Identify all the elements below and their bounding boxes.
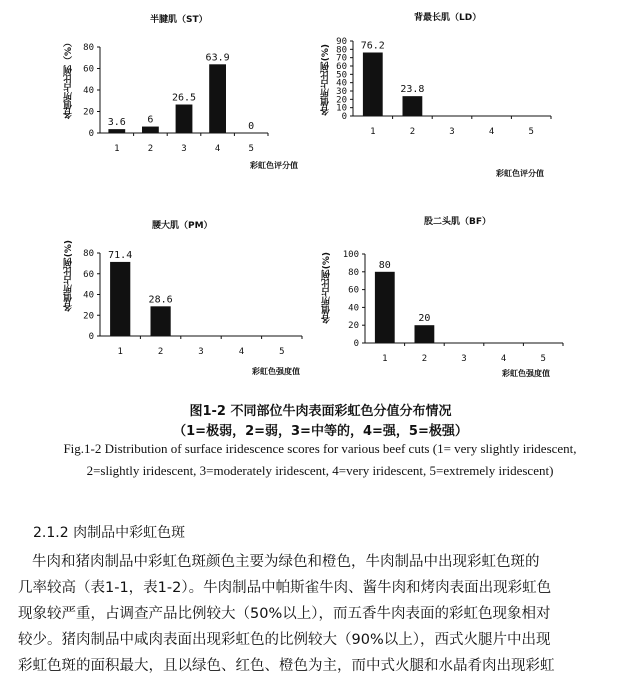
y-tick-label: 40 bbox=[83, 290, 94, 301]
chart-title: 腰大肌（PM） bbox=[152, 221, 213, 231]
y-tick-label: 100 bbox=[342, 250, 359, 260]
x-axis-label: 彩虹色强度值 bbox=[502, 369, 550, 378]
bar bbox=[176, 105, 193, 133]
y-tick-label: 0 bbox=[88, 129, 94, 139]
x-tick-label: 2 bbox=[147, 144, 154, 154]
data-label: 3.6 bbox=[107, 117, 126, 129]
x-tick-label: 1 bbox=[370, 127, 376, 137]
data-label: 20 bbox=[418, 313, 431, 325]
chart-st bbox=[0, 0, 320, 190]
data-label: 0 bbox=[248, 121, 255, 132]
x-tick-label: 2 bbox=[157, 347, 164, 357]
y-tick-label: 20 bbox=[336, 95, 347, 106]
y-tick-label: 30 bbox=[336, 87, 347, 97]
bar bbox=[363, 53, 383, 117]
y-tick-label: 20 bbox=[83, 107, 94, 118]
figure-caption-cn: 图1-2 不同部位牛肉表面彩虹色分值分布情况 bbox=[189, 404, 452, 419]
y-tick-label: 50 bbox=[336, 70, 347, 81]
chart-ld bbox=[320, 0, 641, 190]
y-tick-label: 80 bbox=[83, 249, 94, 259]
y-tick-label: 90 bbox=[336, 37, 347, 47]
chart-title: 半腱肌（ST） bbox=[150, 15, 208, 25]
y-tick-label: 40 bbox=[348, 303, 359, 314]
chart-title: 股二头肌（BF） bbox=[424, 217, 492, 227]
data-label: 71.4 bbox=[108, 249, 133, 261]
paragraph-line: 牛肉和猪肉制品中彩虹色斑颜色主要为绿色和橙色，牛肉制品中出现彩虹色斑的 bbox=[32, 554, 540, 570]
x-tick-label: 4 bbox=[488, 127, 495, 137]
chart-title: 背最长肌（LD） bbox=[414, 13, 482, 23]
data-label: 76.2 bbox=[360, 40, 385, 52]
y-tick-label: 60 bbox=[348, 285, 359, 296]
x-tick-label: 3 bbox=[198, 347, 204, 357]
y-axis-label: 各值所占比例(%) bbox=[322, 252, 332, 324]
y-axis-label: 各值所占比例(%) bbox=[64, 240, 74, 312]
y-tick-label: 40 bbox=[336, 78, 347, 89]
data-label: 26.5 bbox=[171, 92, 197, 104]
x-tick-label: 2 bbox=[421, 354, 428, 364]
y-tick-label: 0 bbox=[353, 339, 359, 349]
y-tick-label: 40 bbox=[83, 86, 94, 96]
y-tick-label: 80 bbox=[336, 45, 347, 56]
y-tick-label: 20 bbox=[348, 321, 359, 332]
x-tick-label: 3 bbox=[461, 354, 467, 364]
x-tick-label: 5 bbox=[279, 347, 285, 357]
section-heading: 2.1.2 肉制品中彩虹色斑 bbox=[33, 525, 186, 541]
x-tick-label: 4 bbox=[500, 354, 507, 364]
y-tick-label: 0 bbox=[341, 112, 347, 122]
x-tick-label: 4 bbox=[214, 144, 221, 154]
x-tick-label: 1 bbox=[114, 144, 120, 154]
data-label: 23.8 bbox=[400, 84, 425, 96]
bar bbox=[375, 272, 395, 343]
paragraph-line: 几率较高（表1-1，表1-2）。牛肉制品中帕斯雀牛肉、酱牛肉和烤肉表面出现彩虹色 bbox=[18, 580, 552, 596]
figure-caption-cn-sub: （1=极弱，2=弱，3=中等的，4=强，5=极强） bbox=[173, 424, 468, 439]
data-label: 6 bbox=[147, 114, 154, 126]
x-tick-label: 5 bbox=[528, 127, 534, 137]
x-tick-label: 2 bbox=[409, 127, 416, 137]
x-axis-label: 彩虹色评分值 bbox=[496, 169, 544, 178]
bar bbox=[151, 306, 171, 336]
x-tick-label: 5 bbox=[540, 354, 546, 364]
y-tick-label: 60 bbox=[336, 62, 347, 72]
bar bbox=[209, 64, 226, 133]
bar bbox=[108, 129, 125, 133]
body-paragraph bbox=[18, 549, 630, 679]
x-tick-label: 5 bbox=[248, 144, 254, 154]
figure-caption-en-1: Fig.1-2 Distribution of surface iridescence scores for various beef cuts (1= very slightly iridescent, bbox=[63, 441, 577, 456]
x-axis-label: 彩虹色评分值 bbox=[250, 161, 298, 170]
data-label: 80 bbox=[378, 259, 391, 271]
y-tick-label: 80 bbox=[348, 267, 359, 278]
chart-pm bbox=[0, 200, 320, 390]
figure-caption-en-2: 2=slightly iridescent, 3=moderately iridescent, 4=very iridescent, 5=extremely iridescent) bbox=[86, 463, 554, 478]
paragraph-line: 现象较严重，占调查产品比例较大（50%以上），而五香牛肉表面的彩虹色现象相对 bbox=[18, 606, 551, 622]
y-tick-label: 60 bbox=[83, 64, 94, 75]
y-tick-label: 10 bbox=[336, 103, 347, 114]
bar bbox=[110, 262, 130, 336]
x-tick-label: 1 bbox=[382, 354, 388, 364]
x-tick-label: 3 bbox=[449, 127, 455, 137]
data-label: 63.9 bbox=[205, 52, 230, 64]
y-axis-label: 各值所占比例(%) bbox=[321, 44, 331, 116]
x-tick-label: 4 bbox=[238, 347, 245, 357]
x-tick-label: 1 bbox=[117, 347, 123, 357]
y-tick-label: 80 bbox=[83, 43, 94, 53]
bar bbox=[403, 96, 423, 116]
y-tick-label: 20 bbox=[83, 311, 94, 322]
y-tick-label: 70 bbox=[336, 53, 347, 64]
x-tick-label: 3 bbox=[181, 144, 187, 154]
y-tick-label: 60 bbox=[83, 269, 94, 280]
bar bbox=[142, 127, 159, 133]
y-tick-label: 0 bbox=[88, 332, 94, 342]
x-axis-label: 彩虹色强度值 bbox=[252, 367, 300, 376]
paragraph-line: 较少。猪肉制品中咸肉表面出现彩虹色的比例较大（90%以上），西式火腿片中出现 bbox=[18, 632, 551, 648]
chart-bf bbox=[320, 200, 641, 390]
bar bbox=[415, 325, 435, 343]
y-axis-label: 各值所占比例（%） bbox=[64, 38, 74, 120]
paragraph-line: 彩虹色斑的面积最大，且以绿色、红色、橙色为主，而中式火腿和水晶肴肉出现彩虹 bbox=[18, 658, 555, 674]
data-label: 28.6 bbox=[148, 294, 173, 306]
